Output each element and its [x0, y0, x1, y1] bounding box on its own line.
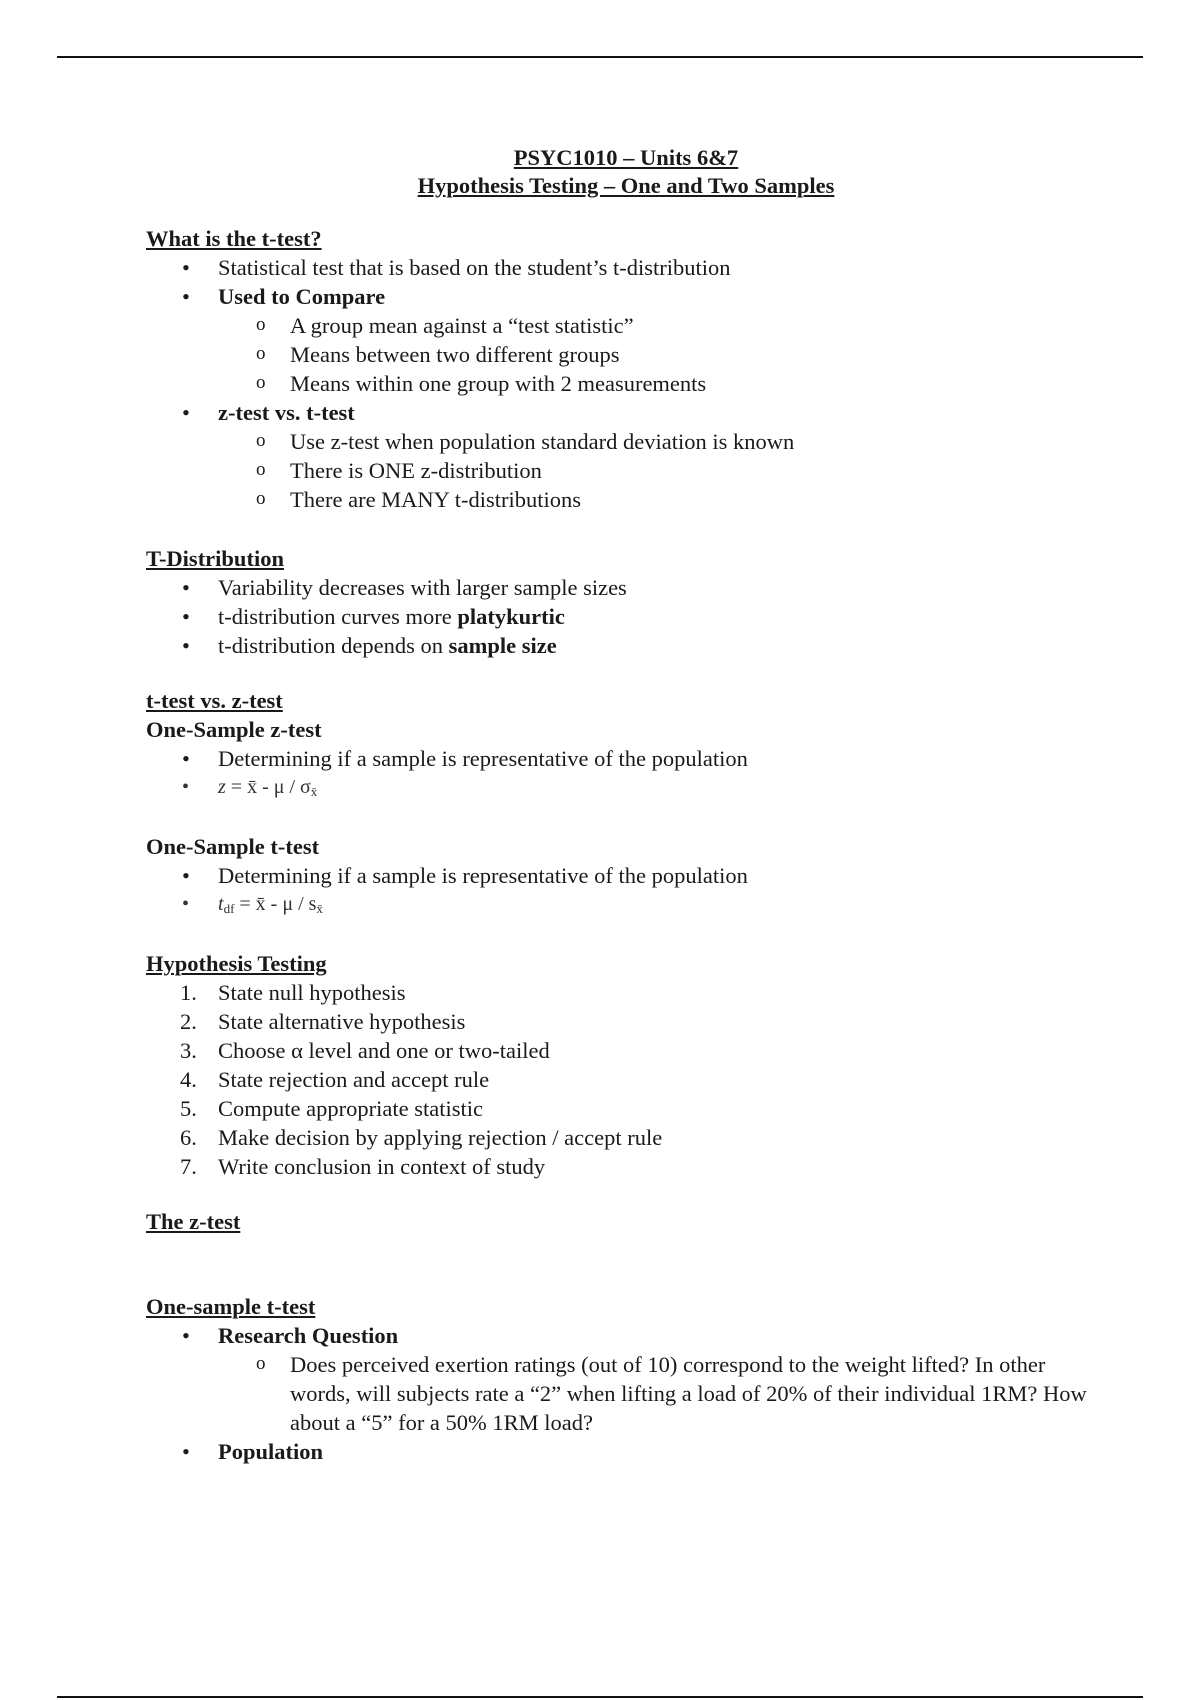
- list-item-text: Research Question: [218, 1323, 399, 1348]
- step-text: Choose α level and one or two-tailed: [218, 1038, 550, 1063]
- list-item: [146, 1350, 1106, 1437]
- list-item: [146, 1123, 1106, 1152]
- ttest-compare-bullets: [146, 861, 1106, 923]
- list-item: [146, 1065, 1106, 1094]
- list-item-text: Determining if a sample is representative of the population: [218, 863, 748, 888]
- list-item: [146, 1437, 1106, 1466]
- step-text: State null hypothesis: [218, 980, 406, 1005]
- document-title-line1: PSYC1010 – Units 6&7: [513, 145, 739, 170]
- step-number: 2.: [180, 1009, 197, 1034]
- list-item: [146, 253, 1106, 282]
- list-item-text: A group mean against a “test statistic”: [290, 313, 634, 338]
- zvt-subitems: [146, 427, 1106, 514]
- bold-term: platykurtic: [457, 604, 565, 629]
- list-item: [146, 485, 1106, 514]
- list-item: [146, 631, 1106, 660]
- list-item-text: Statistical test that is based on the student’s t-distribution: [218, 255, 731, 280]
- formula-variable: t: [218, 893, 224, 915]
- hypothesis-steps: [146, 978, 1106, 1181]
- list-item-text: Use z-test when population standard deviation is known: [290, 429, 795, 454]
- formula-variable-subscript: df: [223, 901, 235, 916]
- list-item: [146, 978, 1106, 1007]
- list-item: [146, 744, 1106, 773]
- ztest-bullets: [146, 744, 1106, 806]
- list-item-text: Determining if a sample is representative of the population: [218, 746, 748, 771]
- ttest-bullets: [146, 253, 1106, 514]
- tdist-bullets: [146, 573, 1106, 660]
- list-item: [146, 1036, 1106, 1065]
- list-item: [146, 340, 1106, 369]
- list-item-text: Population: [218, 1439, 324, 1464]
- heading-what-is-ttest: What is the t-test?: [146, 226, 322, 251]
- step-text: State alternative hypothesis: [218, 1009, 466, 1034]
- step-number: 6.: [180, 1125, 197, 1150]
- formula-body: = x̄ - μ / σ: [225, 776, 311, 798]
- list-item: [146, 1321, 1106, 1437]
- heading-t-distribution: T-Distribution: [146, 546, 284, 571]
- list-item: [146, 369, 1106, 398]
- formula-body: = x̄ - μ / s: [234, 893, 317, 915]
- list-item: [146, 1152, 1106, 1181]
- bottom-rule: [57, 1696, 1143, 1698]
- step-text: Write conclusion in context of study: [218, 1154, 546, 1179]
- list-item: [146, 427, 1106, 456]
- document-title-line2: Hypothesis Testing – One and Two Samples: [417, 173, 835, 198]
- list-item: [146, 398, 1106, 514]
- list-item: [146, 602, 1106, 631]
- list-item-text: Used to Compare: [218, 284, 386, 309]
- list-item: [146, 456, 1106, 485]
- step-number: 1.: [180, 980, 197, 1005]
- research-question-subitems: [146, 1350, 1106, 1437]
- formula-variable: z: [218, 776, 226, 798]
- heading-ttest-vs-ztest: t-test vs. z-test: [146, 688, 283, 713]
- list-item: [146, 573, 1106, 602]
- heading-hypothesis-testing: Hypothesis Testing: [146, 951, 327, 976]
- step-number: 3.: [180, 1038, 197, 1063]
- bold-term: sample size: [448, 633, 557, 658]
- formula-subscript: x̄: [316, 901, 323, 916]
- list-item: [146, 861, 1106, 890]
- list-item: [146, 282, 1106, 398]
- heading-the-ztest: The z-test: [146, 1209, 241, 1234]
- step-text: Compute appropriate statistic: [218, 1096, 483, 1121]
- list-item-text: t-distribution curves more: [218, 604, 458, 629]
- list-item-text: z-test vs. t-test: [218, 400, 355, 425]
- z-formula: [146, 773, 1106, 806]
- list-item: [146, 311, 1106, 340]
- list-item-text: There is ONE z-distribution: [290, 458, 542, 483]
- top-rule: [57, 56, 1143, 58]
- list-item: [146, 1094, 1106, 1123]
- subheading-one-sample-ztest: One-Sample z-test: [146, 717, 322, 742]
- step-number: 7.: [180, 1154, 197, 1179]
- list-item-text: There are MANY t-distributions: [290, 487, 581, 512]
- list-item-text: Variability decreases with larger sample sizes: [218, 575, 627, 600]
- list-item-text: Means within one group with 2 measurements: [290, 371, 707, 396]
- list-item: [146, 1007, 1106, 1036]
- list-item-text: t-distribution depends on: [218, 633, 449, 658]
- formula-subscript: x̄: [310, 784, 318, 799]
- list-item-text: Means between two different groups: [290, 342, 620, 367]
- onesample-bullets: [146, 1321, 1106, 1466]
- subheading-one-sample-ttest: One-Sample t-test: [146, 834, 320, 859]
- compare-subitems: [146, 311, 1106, 398]
- research-question-text: Does perceived exertion ratings (out of 10) correspond to the weight lifted? In other words, will subjects rate a “2” when lifting a load of 20% of their individual 1RM? How about a “5” for a 50% 1RM load?: [290, 1352, 1087, 1435]
- step-text: Make decision by applying rejection / accept rule: [218, 1125, 663, 1150]
- t-formula: [146, 890, 1106, 923]
- step-number: 4.: [180, 1067, 197, 1092]
- document-body: [146, 144, 1106, 1466]
- heading-one-sample-ttest: One-sample t-test: [146, 1294, 316, 1319]
- step-number: 5.: [180, 1096, 197, 1121]
- step-text: State rejection and accept rule: [218, 1067, 490, 1092]
